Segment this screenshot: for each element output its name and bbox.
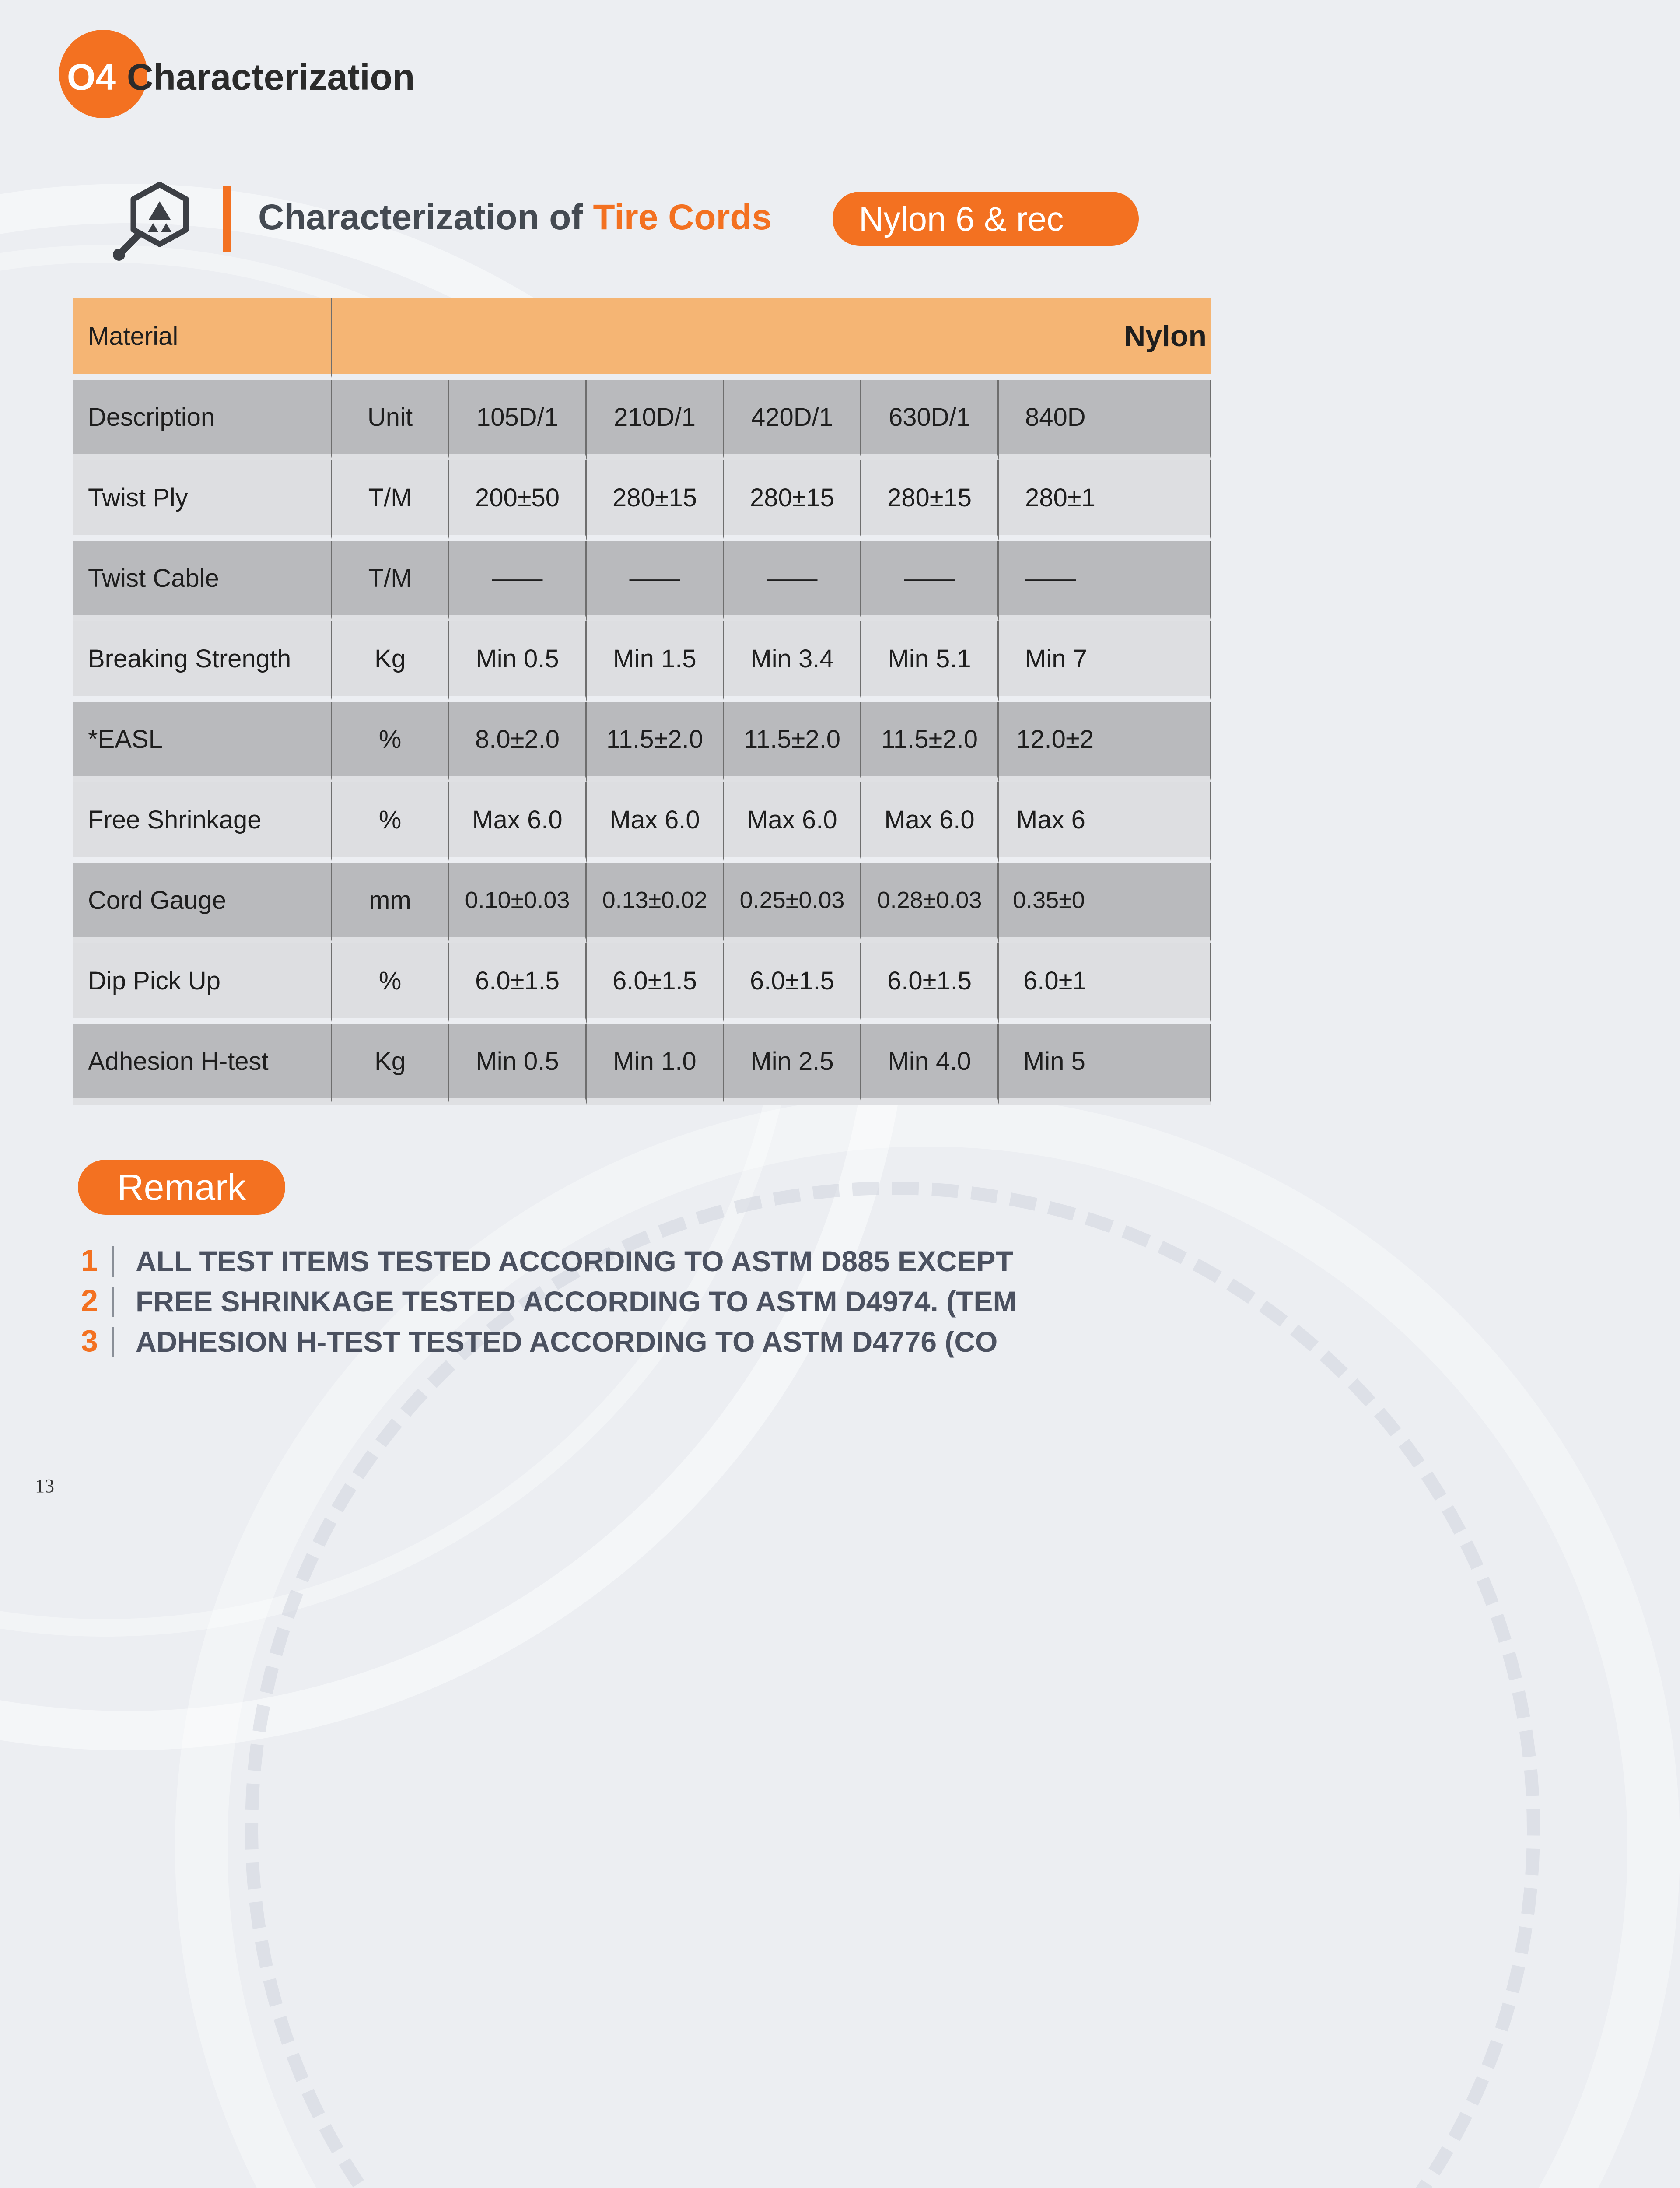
row-label: Adhesion H-test [74,1024,332,1105]
table-cell: 12.0±2 [999,702,1211,782]
sub-title-prefix: Characterization of [258,197,593,237]
table-cell: 0.10±0.03 [449,863,587,943]
header-cell: 105D/1 [449,380,587,460]
table-cell: Max 6 [999,782,1211,863]
table-header-row [74,380,1211,460]
table-row [74,1024,1211,1105]
table-cell: Max 6.0 [861,782,999,863]
table-cell: Min 3.4 [724,621,861,702]
remark-item [81,1283,1085,1323]
table-cell: Min 1.5 [587,621,724,702]
divider-bar [223,186,231,252]
table-cell: Min 0.5 [449,1024,587,1105]
table-row [74,541,1211,621]
table-cell: Kg [332,1024,449,1105]
table-cell: 8.0±2.0 [449,702,587,782]
row-label: Dip Pick Up [74,943,332,1024]
table-cell: 6.0±1.5 [861,943,999,1024]
table-row [74,863,1211,943]
row-label: Cord Gauge [74,863,332,943]
remark-number: 2 [81,1283,98,1318]
row-label: *EASL [74,702,332,782]
row-label: Free Shrinkage [74,782,332,863]
table-cell: —— [861,541,999,621]
table-cell: 280±15 [861,460,999,541]
remark-item [81,1243,1085,1283]
table-cell: 0.35±0 [999,863,1211,943]
magnifier-icon [109,179,197,267]
sub-header [109,179,1085,267]
table-cell: Min 5.1 [861,621,999,702]
table-cell: —— [999,541,1211,621]
header-cell: 420D/1 [724,380,861,460]
table-cell: —— [724,541,861,621]
table-cell: 0.13±0.02 [587,863,724,943]
remark-separator [112,1327,114,1357]
page-number: 13 [35,1475,54,1497]
sub-title [258,197,772,238]
row-label: Twist Cable [74,541,332,621]
remark-badge: Remark [78,1160,285,1215]
table-cell: % [332,782,449,863]
remark-text: ADHESION H-TEST TESTED ACCORDING TO ASTM D4776 (CO [136,1325,998,1358]
table-cell: 11.5±2.0 [724,702,861,782]
header-cell: 840D [999,380,1211,460]
table-row [74,621,1211,702]
material-pill: Nylon 6 & rec [833,192,1139,246]
table-cell: % [332,943,449,1024]
remark-list [81,1243,1085,1364]
table-cell: T/M [332,460,449,541]
table-cell: Min 5 [999,1024,1211,1105]
table-cell: Min 0.5 [449,621,587,702]
row-label: Twist Ply [74,460,332,541]
table-cell: 0.25±0.03 [724,863,861,943]
table-row [74,782,1211,863]
table-cell: 280±15 [724,460,861,541]
header-cell: Unit [332,380,449,460]
table-cell: 200±50 [449,460,587,541]
table-cell: Min 1.0 [587,1024,724,1105]
table-cell: Min 4.0 [861,1024,999,1105]
remark-number: 1 [81,1243,98,1277]
table-cell: 6.0±1 [999,943,1211,1024]
row-label: Breaking Strength [74,621,332,702]
table-cell: Max 6.0 [587,782,724,863]
table-row [74,702,1211,782]
sub-title-accent: Tire Cords [593,197,772,237]
material-value: Nylon [332,298,1211,380]
remark-separator [112,1246,114,1277]
table-cell: —— [587,541,724,621]
table-cell: T/M [332,541,449,621]
table-row [74,460,1211,541]
material-label: Material [74,298,332,380]
table-cell: Max 6.0 [724,782,861,863]
table-cell: 11.5±2.0 [861,702,999,782]
header-cell: 210D/1 [587,380,724,460]
remark-item [81,1323,1085,1364]
table-cell: —— [449,541,587,621]
section-title: Characterization [127,56,415,98]
table-cell: % [332,702,449,782]
table-cell: Min 2.5 [724,1024,861,1105]
table-cell: 280±15 [587,460,724,541]
table-row [74,943,1211,1024]
table-cell: 0.28±0.03 [861,863,999,943]
table-cell: Kg [332,621,449,702]
table-cell: 280±1 [999,460,1211,541]
table-cell: Max 6.0 [449,782,587,863]
header-cell: 630D/1 [861,380,999,460]
table-cell: 6.0±1.5 [587,943,724,1024]
table-cell: Min 7 [999,621,1211,702]
remark-separator [112,1287,114,1317]
material-row [74,298,1211,380]
remark-text: ALL TEST ITEMS TESTED ACCORDING TO ASTM D885 EXCEPT [136,1245,1013,1277]
header-cell: Description [74,380,332,460]
remark-text: FREE SHRINKAGE TESTED ACCORDING TO ASTM D4974. (TEM [136,1285,1017,1318]
section-number: O4 [67,56,116,98]
table-cell: 11.5±2.0 [587,702,724,782]
spec-table [74,298,1207,1099]
table-cell: 6.0±1.5 [449,943,587,1024]
remark-number: 3 [81,1324,98,1358]
table-cell: mm [332,863,449,943]
table-cell: 6.0±1.5 [724,943,861,1024]
